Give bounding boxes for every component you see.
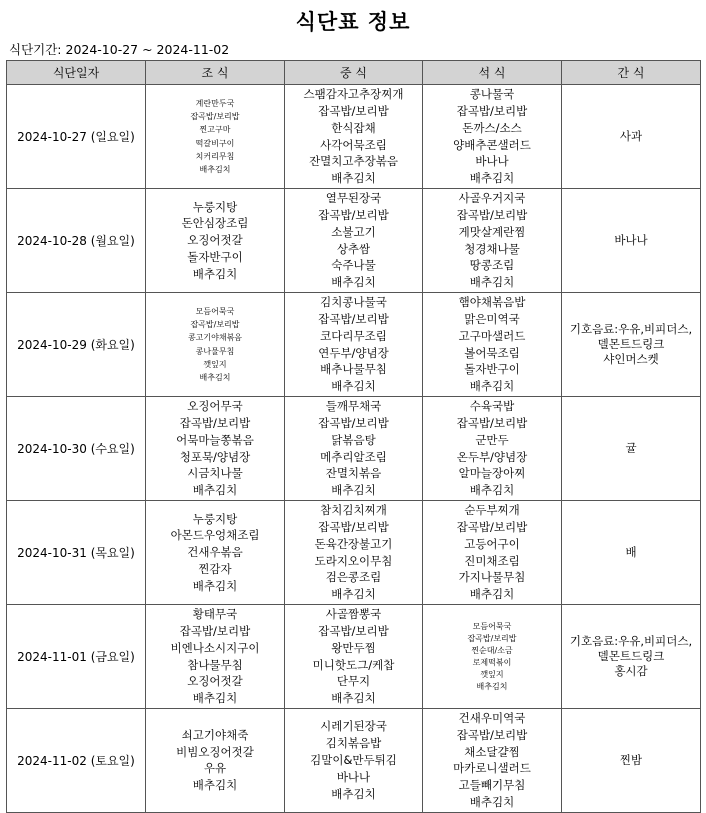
menu-item: 배추김치 xyxy=(469,171,515,186)
snack-item: 사과 xyxy=(619,129,643,143)
snack-item: 찐밤 xyxy=(619,752,643,767)
menu-item: 돌자반구이 xyxy=(187,249,243,264)
menu-item: 청포묵/양념장 xyxy=(179,449,251,464)
menu-item: 닭볶음탕 xyxy=(331,432,376,447)
menu-item: 스팸감자고추장찌개 xyxy=(303,87,404,102)
menu-item: 상추쌈 xyxy=(336,241,371,256)
menu-item: 온두부/양념장 xyxy=(456,449,528,464)
menu-item: 햄야채볶음밥 xyxy=(458,295,526,310)
snack-item: 귤 xyxy=(625,441,637,455)
menu-item: 배추김치 xyxy=(331,483,376,498)
table-row xyxy=(7,397,701,501)
meal-period: 식단기간: 2024-10-27 ~ 2024-11-02 xyxy=(9,42,230,57)
dinner-cell xyxy=(423,189,562,293)
menu-item: 수육국밥 xyxy=(469,399,515,414)
header-dinner: 석 식 xyxy=(423,61,562,85)
menu-item: 배추김치 xyxy=(469,379,515,394)
meal-date: 2024-10-30 (수요일) xyxy=(7,397,146,501)
menu-item: 돌자반구이 xyxy=(464,362,520,377)
menu-item: 비빔오징어젓갈 xyxy=(176,744,254,759)
menu-item: 잡곡밥/보리밥 xyxy=(467,633,517,643)
dinner-cell xyxy=(423,709,562,813)
menu-item: 배추김치 xyxy=(469,275,515,290)
snack-item: 배 xyxy=(625,545,637,559)
menu-item: 잔멸치볶음 xyxy=(325,466,382,481)
menu-item: 잡곡밥/보리밥 xyxy=(456,103,528,118)
header-snack: 간 식 xyxy=(562,61,701,85)
snack-cell xyxy=(562,397,701,501)
breakfast-cell xyxy=(146,189,285,293)
menu-item: 배추김치 xyxy=(469,794,515,809)
header-lunch: 중 식 xyxy=(285,61,423,85)
menu-item: 바나나 xyxy=(336,769,371,784)
menu-item: 건새우미역국 xyxy=(458,711,526,725)
menu-item: 들깨무채국 xyxy=(325,399,382,414)
menu-item: 잡곡밥/보리밥 xyxy=(456,519,528,534)
breakfast-cell xyxy=(146,397,285,501)
menu-item: 떡갈비구이 xyxy=(195,138,235,148)
menu-item: 김치볶음밥 xyxy=(325,736,382,751)
menu-item: 배추김치 xyxy=(331,691,376,706)
table-row xyxy=(7,293,701,397)
dinner-cell xyxy=(423,85,562,189)
menu-item: 검은콩조림 xyxy=(325,570,382,585)
menu-item: 돈육간장불고기 xyxy=(314,536,393,551)
lunch-cell xyxy=(285,605,423,709)
menu-item: 배추김치 xyxy=(331,786,376,801)
menu-item: 우유 xyxy=(203,761,227,776)
dinner-cell xyxy=(423,293,562,397)
menu-item: 황태무국 xyxy=(192,607,238,622)
meal-date: 2024-10-29 (화요일) xyxy=(7,293,146,397)
lunch-cell xyxy=(285,293,423,397)
menu-item: 볼어묵조림 xyxy=(464,345,520,360)
snack-cell xyxy=(562,501,701,605)
menu-item: 배추김치 xyxy=(192,578,238,593)
header-breakfast: 조 식 xyxy=(146,61,285,85)
breakfast-cell xyxy=(146,293,285,397)
menu-item: 로제떡볶이 xyxy=(472,657,512,667)
menu-item: 어묵마늘쫑볶음 xyxy=(176,432,254,447)
menu-item: 코다리무조림 xyxy=(320,328,387,343)
menu-item: 잡곡밥/보리밥 xyxy=(190,112,240,122)
lunch-cell xyxy=(285,709,423,813)
menu-item: 건새우볶음 xyxy=(187,545,243,560)
menu-item: 채소달걀찜 xyxy=(464,744,520,759)
snack-item: 델몬트드링크 xyxy=(597,337,665,351)
table-row xyxy=(7,189,701,293)
menu-item: 소불고기 xyxy=(331,224,376,239)
menu-item: 배추김치 xyxy=(469,587,515,602)
menu-item: 배추김치 xyxy=(331,587,376,602)
menu-item: 잡곡밥/보리밥 xyxy=(456,727,528,742)
lunch-cell xyxy=(285,189,423,293)
menu-item: 양배추콘샐러드 xyxy=(453,137,531,152)
menu-item: 잡곡밥/보리밥 xyxy=(179,623,251,638)
menu-item: 잡곡밥/보리밥 xyxy=(456,415,528,430)
menu-item: 참치김치찌개 xyxy=(320,503,387,518)
menu-item: 단무지 xyxy=(336,674,371,689)
menu-item: 배추김치 xyxy=(192,691,238,706)
menu-item: 아몬드우엉채조림 xyxy=(170,528,260,543)
menu-item: 땅콩조림 xyxy=(469,258,515,273)
table-row xyxy=(7,605,701,709)
lunch-cell xyxy=(285,397,423,501)
menu-item: 계란만두국 xyxy=(195,98,235,108)
menu-item: 참나물무침 xyxy=(187,657,243,672)
menu-item: 오징어젓갈 xyxy=(187,674,243,689)
menu-item: 순두부찌개 xyxy=(464,503,520,518)
menu-item: 고등어구이 xyxy=(464,536,520,551)
menu-item: 찐감자 xyxy=(198,561,232,576)
menu-item: 배추김치 xyxy=(199,164,231,174)
menu-item: 잡곡밥/보리밥 xyxy=(318,415,389,430)
meal-table xyxy=(6,60,701,813)
menu-item: 깻잎지 xyxy=(203,359,227,369)
menu-item: 비엔나소시지구이 xyxy=(170,640,260,655)
menu-item: 잡곡밥/보리밥 xyxy=(456,207,528,222)
menu-item: 누룽지탕 xyxy=(192,511,238,526)
lunch-cell xyxy=(285,85,423,189)
menu-item: 잔멸치고추장볶음 xyxy=(309,154,398,169)
breakfast-cell xyxy=(146,605,285,709)
lunch-cell xyxy=(285,501,423,605)
menu-item: 도라지오이무침 xyxy=(314,553,393,568)
snack-item: 바나나 xyxy=(614,233,648,247)
menu-item: 오징어젓갈 xyxy=(187,233,243,248)
menu-item: 배추김치 xyxy=(192,483,238,498)
menu-item: 김말이&만두튀김 xyxy=(310,752,397,767)
menu-item: 열무된장국 xyxy=(325,191,382,206)
menu-item: 배추김치 xyxy=(192,778,238,793)
menu-item: 왕만두찜 xyxy=(331,640,376,655)
menu-item: 잡곡밥/보리밥 xyxy=(318,207,389,222)
dinner-cell xyxy=(423,605,562,709)
menu-item: 군만두 xyxy=(475,432,509,447)
menu-item: 게맛살계란찜 xyxy=(458,224,526,239)
menu-item: 모듬어묵국 xyxy=(472,621,512,631)
menu-item: 가지나물무침 xyxy=(458,570,526,585)
snack-cell xyxy=(562,189,701,293)
snack-cell xyxy=(562,85,701,189)
menu-item: 잡곡밥/보리밥 xyxy=(190,320,240,330)
snack-item: 기호음료:우유,비피더스, xyxy=(569,634,693,648)
menu-item: 쇠고기야채죽 xyxy=(181,727,249,742)
menu-item: 잡곡밥/보리밥 xyxy=(318,623,389,638)
snack-cell xyxy=(562,709,701,813)
header-date: 식단일자 xyxy=(7,61,146,85)
menu-item: 알마늘장아찌 xyxy=(458,466,526,481)
menu-item: 맑은미역국 xyxy=(464,311,520,326)
menu-item: 배추김치 xyxy=(192,266,238,281)
breakfast-cell xyxy=(146,85,285,189)
dinner-cell xyxy=(423,397,562,501)
meal-date: 2024-10-28 (월요일) xyxy=(7,189,146,293)
dinner-cell xyxy=(423,501,562,605)
menu-item: 미니핫도그/케찹 xyxy=(312,657,395,672)
menu-item: 사골우거지국 xyxy=(458,191,526,206)
menu-item: 배추김치 xyxy=(476,681,508,691)
meal-date: 2024-10-31 (목요일) xyxy=(7,501,146,605)
menu-item: 잡곡밥/보리밥 xyxy=(318,103,389,118)
menu-item: 콩나물무침 xyxy=(195,346,235,356)
menu-item: 연두부/양념장 xyxy=(318,345,389,360)
menu-item: 메추리알조림 xyxy=(320,449,387,464)
menu-item: 시레기된장국 xyxy=(320,719,387,734)
menu-item: 찐순대/소금 xyxy=(471,645,513,655)
table-header-row xyxy=(7,61,701,85)
menu-item: 돈안심장조림 xyxy=(181,216,249,231)
meal-date: 2024-11-01 (금요일) xyxy=(7,605,146,709)
meal-date: 2024-11-02 (토요일) xyxy=(7,709,146,813)
snack-cell xyxy=(562,605,701,709)
menu-item: 오징어무국 xyxy=(187,399,243,414)
menu-item: 배추나물무침 xyxy=(320,362,387,377)
menu-item: 마카로니샐러드 xyxy=(453,761,531,776)
menu-item: 숙주나물 xyxy=(331,258,376,273)
menu-item: 돈까스/소스 xyxy=(462,120,522,135)
menu-item: 바나나 xyxy=(475,154,509,169)
snack-item: 기호음료:우유,비피더스, xyxy=(569,322,693,336)
menu-item: 잡곡밥/보리밥 xyxy=(318,311,389,326)
menu-item: 잡곡밥/보리밥 xyxy=(179,415,251,430)
menu-item: 찐고구마 xyxy=(199,125,231,135)
menu-item: 김치콩나물국 xyxy=(320,295,387,310)
snack-cell xyxy=(562,293,701,397)
menu-item: 시금치나물 xyxy=(187,466,243,481)
table-row xyxy=(7,709,701,813)
snack-item: 델몬트드링크 xyxy=(597,649,665,663)
page-title: 식단표 정보 xyxy=(295,10,411,34)
menu-item: 배추김치 xyxy=(199,372,231,382)
menu-item: 누룽지탕 xyxy=(192,199,238,214)
menu-item: 배추김치 xyxy=(331,275,376,290)
menu-item: 잡곡밥/보리밥 xyxy=(318,519,389,534)
menu-item: 콩고기야채볶음 xyxy=(187,333,243,343)
menu-item: 모듬어묵국 xyxy=(195,306,235,316)
menu-item: 고들빼기무침 xyxy=(458,778,526,793)
breakfast-cell xyxy=(146,709,285,813)
snack-item: 홍시감 xyxy=(614,664,648,678)
meal-date: 2024-10-27 (일요일) xyxy=(7,85,146,189)
breakfast-cell xyxy=(146,501,285,605)
table-row xyxy=(7,501,701,605)
snack-item: 샤인머스켓 xyxy=(603,352,659,366)
menu-item: 고구마샐러드 xyxy=(458,328,526,343)
menu-item: 치커리무침 xyxy=(195,151,235,161)
menu-item: 사골짬뽕국 xyxy=(325,607,382,622)
menu-item: 배추김치 xyxy=(469,483,515,498)
menu-item: 깻잎지 xyxy=(480,669,504,679)
menu-item: 배추김치 xyxy=(331,379,376,394)
menu-item: 배추김치 xyxy=(331,171,376,186)
menu-item: 사각어묵조림 xyxy=(320,137,387,152)
menu-item: 한식잡채 xyxy=(331,120,376,135)
menu-item: 진미채조림 xyxy=(464,553,520,568)
menu-item: 콩나물국 xyxy=(469,87,515,102)
table-row xyxy=(7,85,701,189)
menu-item: 청경채나물 xyxy=(464,241,520,256)
